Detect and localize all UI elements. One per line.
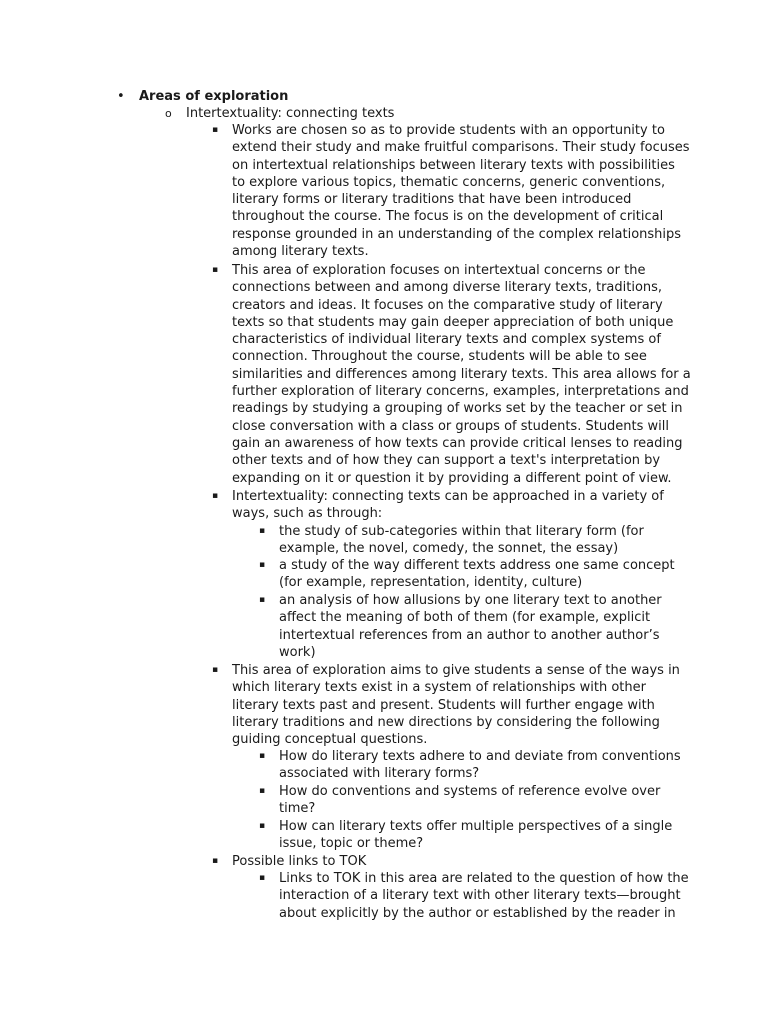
paragraph-line: similarities and differences among literary texts. This area allows for a	[232, 366, 691, 382]
paragraph-line: further exploration of literary concerns, examples, interpretations and	[232, 384, 689, 400]
paragraph-line: associated with literary forms?	[279, 766, 480, 782]
paragraph-line: Intertextuality: connecting texts can be approached in a variety of	[232, 489, 664, 504]
paragraph-line: the study of sub-categories within that literary form (for	[279, 524, 644, 539]
paragraph-line: expanding on it or question it by providing a different point of view.	[232, 470, 672, 486]
paragraph-line: ways, such as through:	[232, 506, 383, 522]
paragraph-line: literary traditions and new directions by considering the following	[232, 714, 660, 730]
paragraph-line: other texts and of how they can support a text's interpretation by	[232, 453, 661, 469]
paragraph-line: How do literary texts adhere to and deviate from conventions	[279, 749, 681, 764]
paragraph-line: How do conventions and systems of reference evolve over	[279, 784, 661, 799]
paragraph-line: among literary texts.	[232, 244, 369, 260]
paragraph-line: time?	[279, 801, 316, 817]
list-item-works-chosen	[212, 122, 690, 260]
paragraph-line: characteristics of individual literary texts and complex systems of	[232, 332, 661, 348]
square-bullet-icon: ▪	[259, 751, 266, 761]
paragraph-line: creators and ideas. It focuses on the comparative study of literary	[232, 297, 663, 313]
square-bullet-icon: ▪	[259, 560, 266, 570]
paragraph-line: Works are chosen so as to provide students with an opportunity to	[232, 123, 665, 138]
square-bullet-icon: ▪	[212, 125, 219, 135]
circle-bullet-icon: o	[165, 107, 172, 120]
list-item-sub-categories	[259, 523, 644, 558]
paragraph-line: response grounded in an understanding of the complex relationships	[232, 226, 682, 242]
list-item-tok-links	[212, 853, 367, 870]
paragraph-line: (for example, representation, identity, culture)	[279, 575, 583, 591]
paragraph-line: about explicitly by the author or established by the reader in	[279, 905, 676, 921]
paragraph-line: affect the meaning of both of them (for example, explicit	[279, 610, 651, 626]
paragraph-line: close conversation with a class or groups of students. Students will	[232, 418, 670, 434]
paragraph-line: example, the novel, comedy, the sonnet, the essay)	[279, 541, 619, 557]
list-item-question-3	[259, 818, 673, 853]
list-item-system-of-relationships	[212, 662, 680, 748]
paragraph-line: connections between and among diverse literary texts, traditions,	[232, 280, 663, 296]
list-item-question-1	[259, 748, 681, 783]
paragraph-line: literary texts past and present. Students will further engage with	[232, 697, 655, 713]
square-bullet-icon: ▪	[212, 491, 219, 501]
paragraph-line: Possible links to TOK	[232, 854, 367, 869]
square-bullet-icon: ▪	[259, 595, 266, 605]
list-item-allusions	[259, 592, 662, 661]
paragraph-line: to explore various topics, thematic concerns, generic conventions,	[232, 174, 666, 190]
paragraph-line: throughout the course. The focus is on the development of critical	[232, 209, 664, 225]
paragraph-line: on intertextual relationships between literary texts with possibilities	[232, 157, 675, 173]
square-bullet-icon: ▪	[259, 786, 266, 796]
list-item-areas-of-exploration	[117, 88, 289, 105]
paragraph-line: interaction of a literary text with other literary texts—brought	[279, 888, 681, 904]
list-item-approaches	[212, 488, 664, 523]
square-bullet-icon: ▪	[212, 665, 219, 675]
square-bullet-icon: ▪	[259, 526, 266, 536]
paragraph-line: texts so that students may gain deeper appreciation of both unique	[232, 314, 674, 330]
paragraph-line: connection. Throughout the course, students will be able to see	[232, 349, 647, 365]
list-item-tok-detail	[259, 870, 689, 922]
list-item-intertextuality	[165, 105, 395, 122]
list-item-area-focus	[212, 262, 691, 487]
paragraph-line: issue, topic or theme?	[279, 836, 424, 852]
square-bullet-icon: ▪	[259, 821, 266, 831]
paragraph-line: This area of exploration aims to give students a sense of the ways in	[232, 663, 680, 678]
square-bullet-icon: ▪	[212, 265, 219, 275]
square-bullet-icon: ▪	[212, 856, 219, 866]
paragraph-line: Links to TOK in this area are related to the question of how the	[279, 871, 689, 886]
paragraph-line: guiding conceptual questions.	[232, 732, 428, 748]
paragraph-line: extend their study and make fruitful comparisons. Their study focuses	[232, 140, 690, 156]
paragraph-line: readings by studying a grouping of works set by the teacher or set in	[232, 401, 683, 417]
paragraph-line: gain an awareness of how texts can provide critical lenses to reading	[232, 435, 683, 451]
paragraph-line: which literary texts exist in a system of relationships with other	[232, 680, 646, 696]
square-bullet-icon: ▪	[259, 873, 266, 883]
subsection-heading: Intertextuality: connecting texts	[186, 106, 395, 121]
paragraph-line: work)	[279, 644, 316, 660]
list-item-question-2	[259, 783, 661, 818]
paragraph-line: a study of the way different texts address one same concept	[279, 558, 675, 573]
bullet-icon: •	[117, 89, 125, 104]
section-heading: Areas of exploration	[139, 89, 289, 104]
paragraph-line: an analysis of how allusions by one literary text to another	[279, 593, 662, 608]
paragraph-line: This area of exploration focuses on intertextual concerns or the	[232, 263, 646, 278]
paragraph-line: literary forms or literary traditions that have been introduced	[232, 192, 632, 208]
paragraph-line: How can literary texts offer multiple perspectives of a single	[279, 819, 673, 834]
paragraph-line: intertextual references from an author to another author’s	[279, 627, 660, 643]
list-item-same-concept	[259, 557, 675, 592]
